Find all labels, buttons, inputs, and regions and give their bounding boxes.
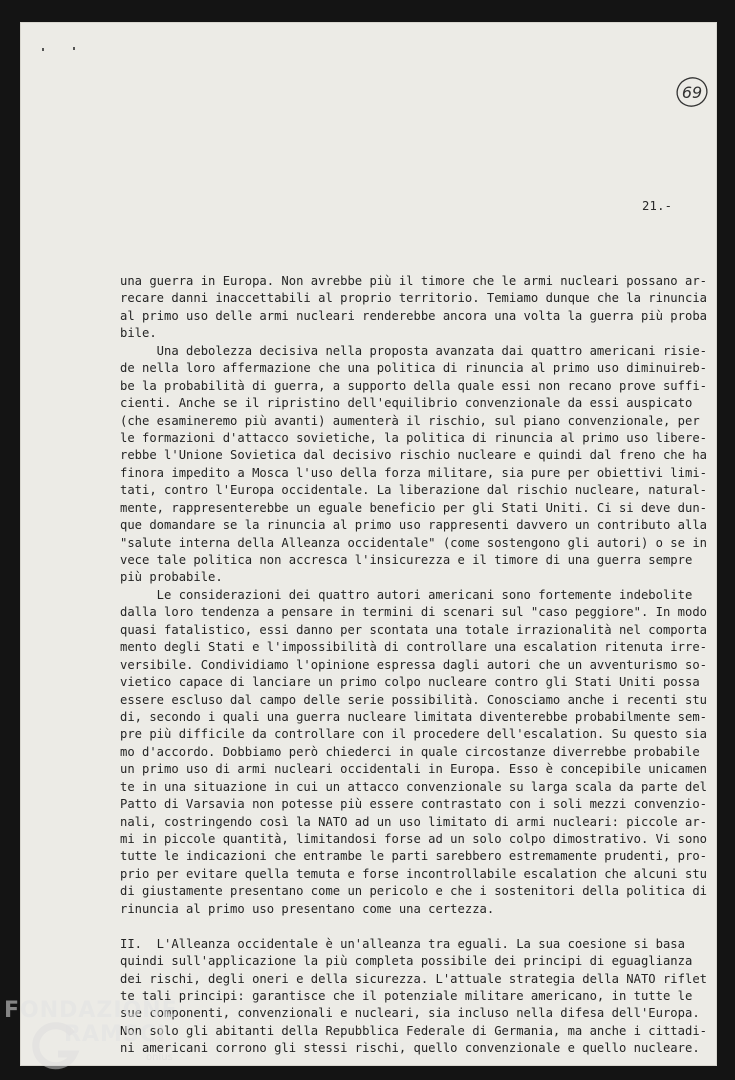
text-line: te in una situazione in cui un attacco convenzionale su larga scala da parte del — [120, 779, 707, 794]
text-line: tati, contro l'Europa occidentale. La liberazione dal rischio nucleare, natural- — [120, 483, 707, 498]
paragraph-gap — [120, 918, 665, 935]
text-line: finora impedito a Mosca l'uso della forza militare, sia pure per obiettivi limi- — [120, 465, 707, 480]
text-line: rebbe l'Unione Sovietica dal decisivo rischio nucleare e quindi dal freno che ha — [120, 448, 707, 463]
text-line: quasi fatalistico, essi danno per scontata una totale irrazionalità nel comporta — [120, 622, 707, 637]
archive-number: 69 — [681, 83, 703, 102]
text-line: dei rischi, degli oneri e della sicurezza. L'attuale strategia della NATO riflet — [120, 971, 707, 986]
text-line: una guerra in Europa. Non avrebbe più il timore che le armi nucleari possano ar- — [120, 274, 707, 288]
text-line: mo d'accordo. Dobbiamo però chiederci in quale circostanze diverrebbe probabile — [120, 744, 700, 759]
text-line: dalla loro tendenza a pensare in termini di scenari sul "caso peggiore". In modo — [120, 605, 707, 620]
text-line: bile. — [120, 326, 157, 341]
text-line: II. L'Alleanza occidentale è un'alleanza tra eguali. La sua coesione si basa — [120, 936, 685, 951]
text-line: ni americani corrono gli stessi rischi, quello convenzionale e quello nucleare. — [120, 1041, 700, 1056]
text-line: Le considerazioni dei quattro autori americani sono fortemente indebolite — [120, 587, 693, 602]
text-line: vietico capace di lanciare un primo colpo nucleare contro gli Stati Uniti possa — [120, 675, 700, 690]
text-line: mente, rappresenterebbe un eguale beneficio per gli Stati Uniti. Ci si deve dun- — [120, 500, 707, 515]
text-line: più probabile. — [120, 570, 223, 585]
text-line: (che esamineremo più avanti) aumenterà il rischio, sul piano convenzionale, per — [120, 413, 700, 428]
text-line: te tali principi: garantisce che il potenziale militare americano, in tutte le — [120, 988, 693, 1003]
speck-mark — [73, 47, 75, 50]
watermark-subtitle: RAMSCI — [64, 1022, 167, 1047]
text-line: un primo uso di armi nucleari occidentali in Europa. Esso è concepibile unicamen — [120, 762, 707, 777]
watermark-suffix: onlus — [146, 1052, 173, 1063]
text-line: be la probabilità di guerra, a supporto della quale essi non recano prove suffi- — [120, 378, 707, 393]
text-line: vece tale politica non accresca l'insicurezza e il timore di una guerra sempre — [120, 553, 693, 567]
text-line: pre più difficile da controllare con il procedere dell'escalation. Su questo sia — [120, 727, 707, 742]
text-line: sue componenti, convenzionali e nucleari, sia incluso nella difesa dell'Europa. — [120, 1006, 700, 1021]
archive-number-stamp — [674, 74, 710, 110]
text-line: Patto di Varsavia non potesse più essere contrastato con i soli mezzi convenzio- — [120, 797, 707, 812]
text-line: recare danni inaccettabili al proprio territorio. Temiamo dunque che la rinuncia — [120, 291, 707, 306]
text-line: rinuncia al primo uso presentano come una certezza. — [120, 901, 495, 916]
text-line: mi in piccole quantità, limitandosi forse ad un solo colpo dimostrativo. Vi sono — [120, 832, 707, 846]
text-line: quindi sull'applicazione la più completa possibile dei principi di eguaglianza — [120, 954, 693, 969]
text-line: di, secondo i quali una guerra nucleare limitata diventerebbe probabilmente sem- — [120, 709, 707, 724]
text-line: cienti. Anche se il ripristino dell'equilibrio convenzionale da essi auspicato — [120, 396, 693, 411]
text-line: al primo uso delle armi nucleari renderebbe ancora una volta la guerra più proba — [120, 308, 707, 323]
text-line: tutte le indicazioni che entrambe le parti sarebbero estremamente prudenti, pro- — [120, 849, 707, 864]
text-line: le formazioni d'attacco sovietiche, la politica di rinuncia al primo uso libere- — [120, 430, 707, 445]
text-line: mento degli Stati e l'impossibilità di controllare una escalation ritenuta irre- — [120, 640, 707, 655]
text-line: de nella loro affermazione che una politica di rinuncia al primo uso diminuireb- — [120, 361, 707, 376]
text-line: "salute interna della Alleanza occidentale" (come sostengono gli autori) o se in — [120, 535, 707, 550]
document-body — [120, 273, 707, 1058]
text-line: di giustamente presentano come un pericolo e che i sostenitori della politica di — [120, 884, 707, 899]
text-line: nali, costringendo così la NATO ad un uso limitato di armi nucleari: piccole ar- — [120, 814, 707, 829]
text-line: Una debolezza decisiva nella proposta avanzata dai quattro americani risie- — [120, 343, 707, 358]
text-line: prio per evitare quella temuta e forse incontrollabile escalation che alcuni stu — [120, 866, 707, 881]
text-line: essere escluso dal campo delle serie possibilità. Conosciamo anche i recenti stu — [120, 692, 707, 707]
text-line: Non solo gli abitanti della Repubblica Federale di Germania, ma anche i cittadi- — [120, 1023, 707, 1038]
text-line: versibile. Condividiamo l'opinione espressa dagli autori che un avventurismo so- — [120, 657, 707, 672]
archive-watermark — [0, 996, 200, 1080]
speck-mark — [42, 48, 44, 51]
page-number: 21.- — [642, 199, 673, 213]
watermark-title: FONDAZIONE — [4, 998, 178, 1023]
text-line: que domandare se la rinuncia al primo uso rappresenti davvero un contributo alla — [120, 518, 707, 533]
